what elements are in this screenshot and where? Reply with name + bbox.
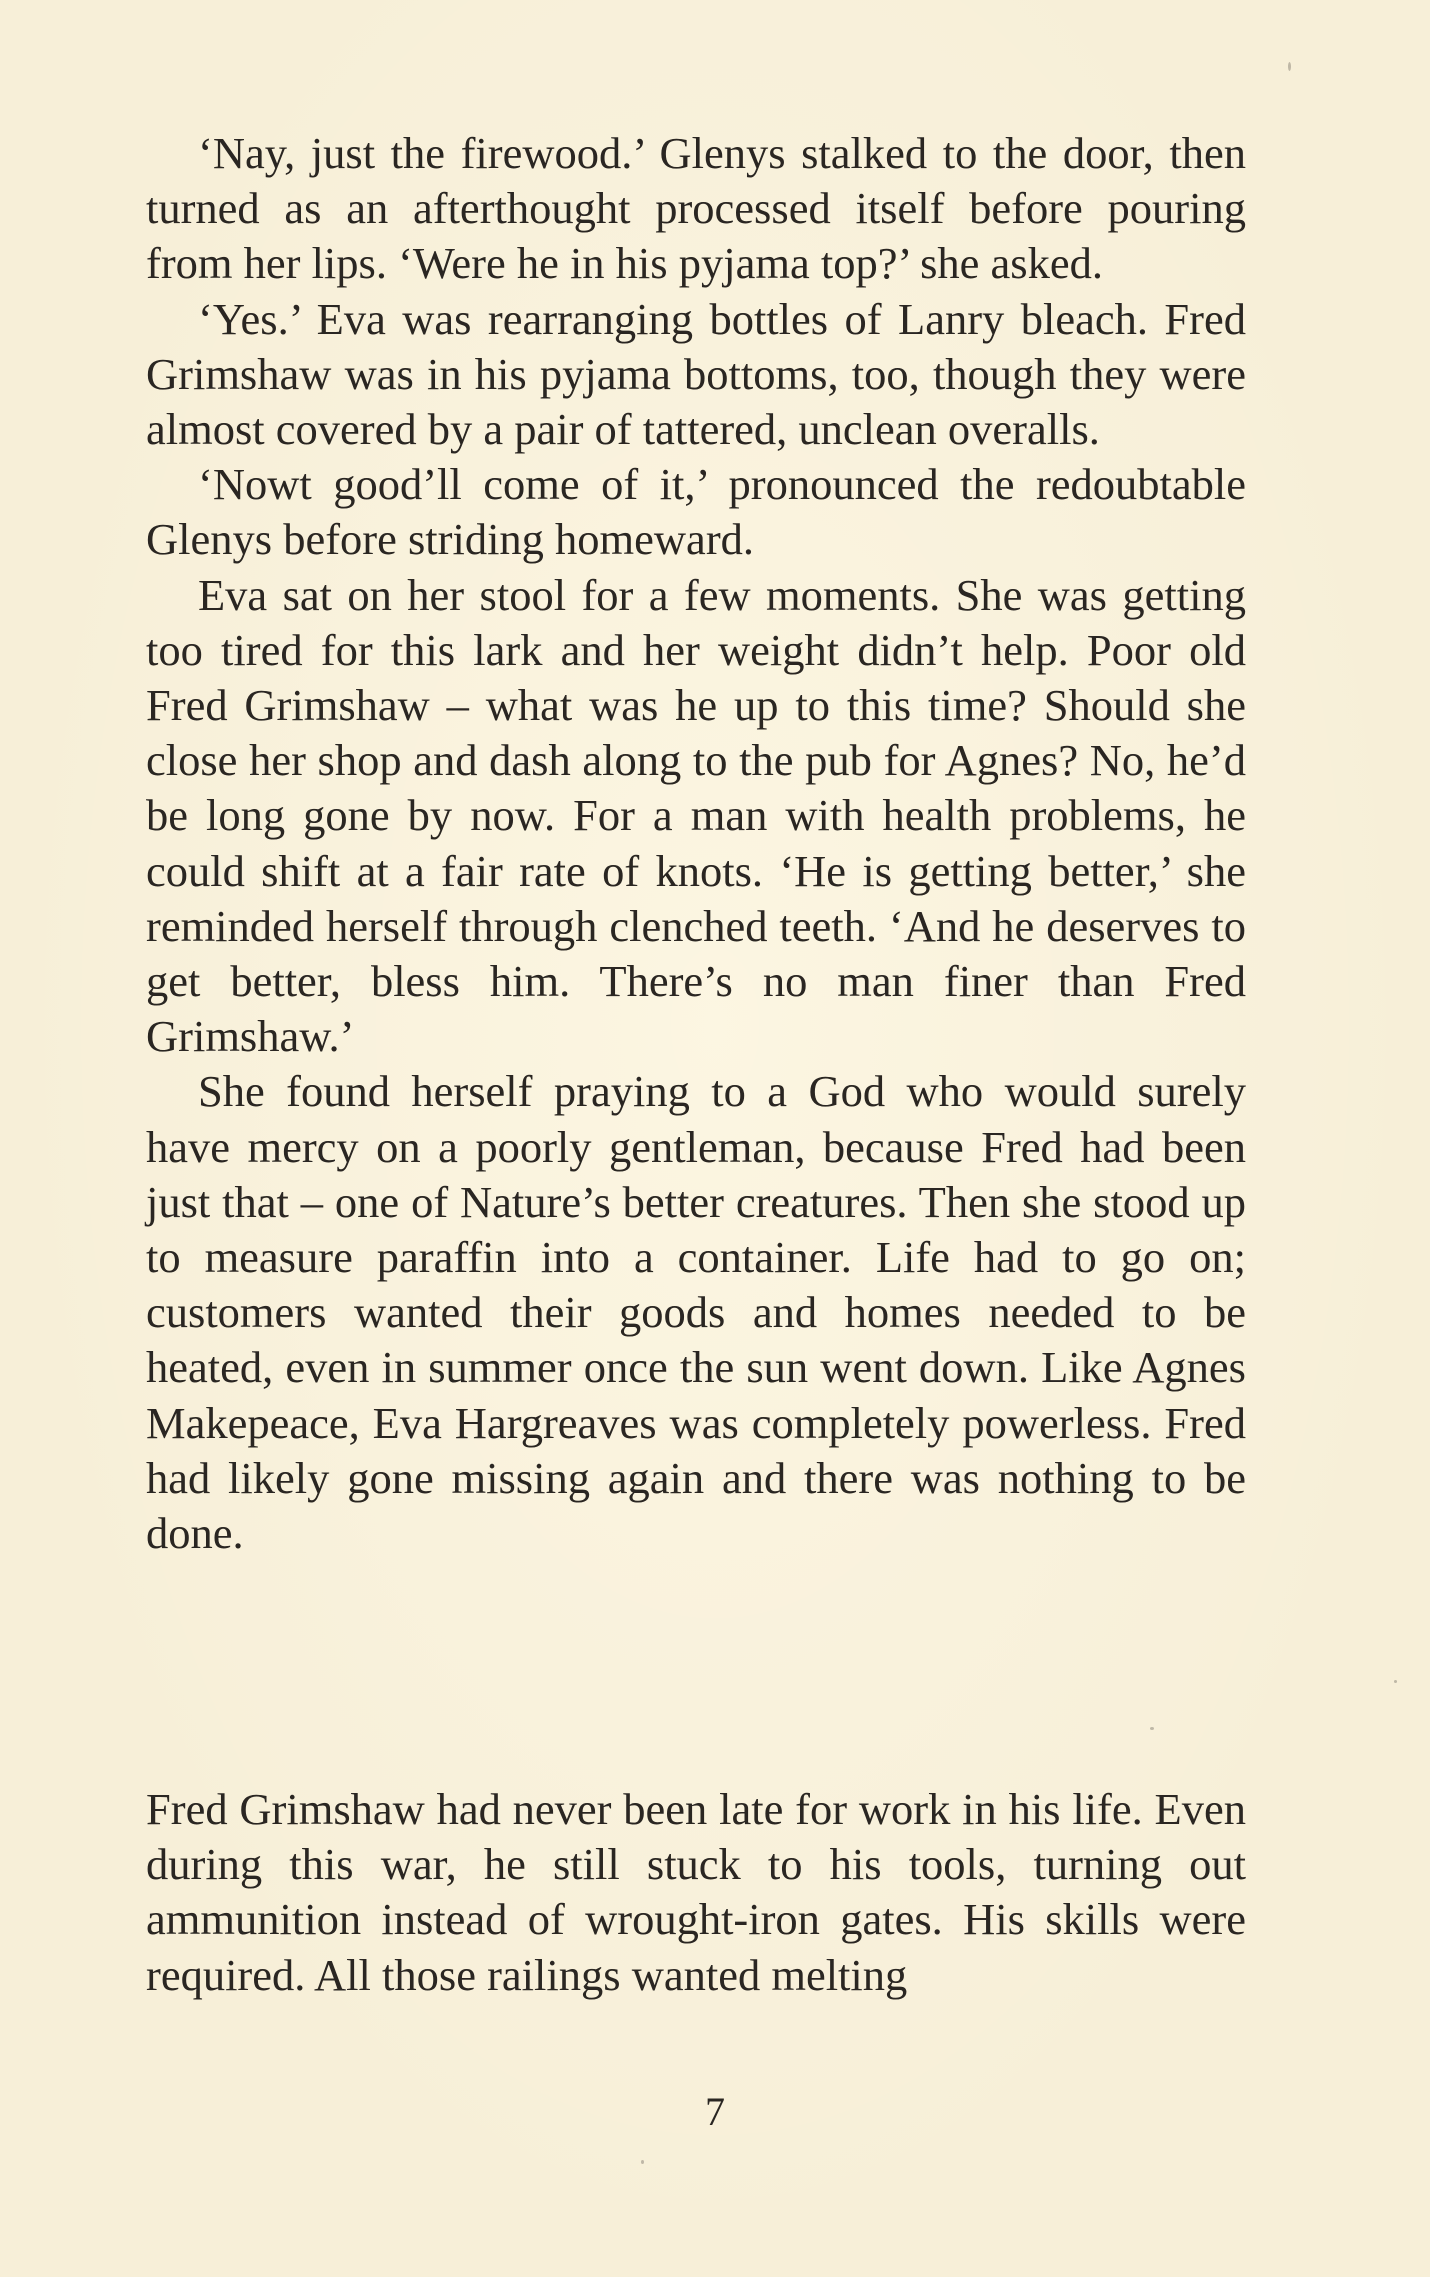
paragraph-lanry-bleach: ‘Yes.’ Eva was rearranging bottles of Lanry bleach. Fred Grimshaw was in his pyjama bottoms, too, though they were almost covered by a pair of tattered, unclean overalls. bbox=[146, 293, 1246, 455]
paper-speck bbox=[1394, 1680, 1397, 1683]
paper-speck bbox=[1288, 62, 1291, 71]
paragraph-eva-stool: Eva sat on her stool for a few moments. She was getting too tired for this lark and her weight didn’t help. Poor old Fred Grimshaw – what was he up to this time? Should she close her shop and dash along to the pub for Agnes? No, he’d be long gone by now. For a man with health problems, he could shift at a fair rate of knots. ‘He is getting better,’ she reminded herself through clenched teeth. ‘And he deserves to get better, bless him. There’s no man finer than Fred Grimshaw.’ bbox=[146, 569, 1246, 1062]
paragraph-firewood: ‘Nay, just the firewood.’ Glenys stalked to the door, then turned as an afterthought processed itself before pouring from her lips. ‘Were he in his pyjama top?’ she asked. bbox=[146, 128, 1246, 289]
paragraph-nowt-good: ‘Nowt good’ll come of it,’ pronounced the redoubtable Glenys before striding homeward. bbox=[146, 459, 1246, 565]
paper-speck bbox=[1150, 1727, 1154, 1730]
section-one-text bbox=[146, 126, 1246, 1561]
paragraph-never-late: Fred Grimshaw had never been late for work in his life. Even during this war, he still stuck to his tools, turning out ammunition instead of wrought-iron gates. His skills were required. All those railings wanted melting bbox=[146, 1784, 1246, 2000]
page-number: 7 bbox=[705, 2089, 725, 2134]
section-two-text bbox=[146, 1782, 1246, 2003]
paragraph-praying: She found herself praying to a God who would surely have mercy on a poorly gentleman, because Fred had been just that – one of Nature’s better creatures. Then she stood up to measure paraffin into a container. Life had to go on; customers wanted their goods and homes needed to be heated, even in summer once the sun went down. Like Agnes Makepeace, Eva Hargreaves was completely powerless. Fred had likely gone missing again and there was nothing to be done. bbox=[146, 1066, 1246, 1559]
paper-speck bbox=[641, 2160, 644, 2164]
